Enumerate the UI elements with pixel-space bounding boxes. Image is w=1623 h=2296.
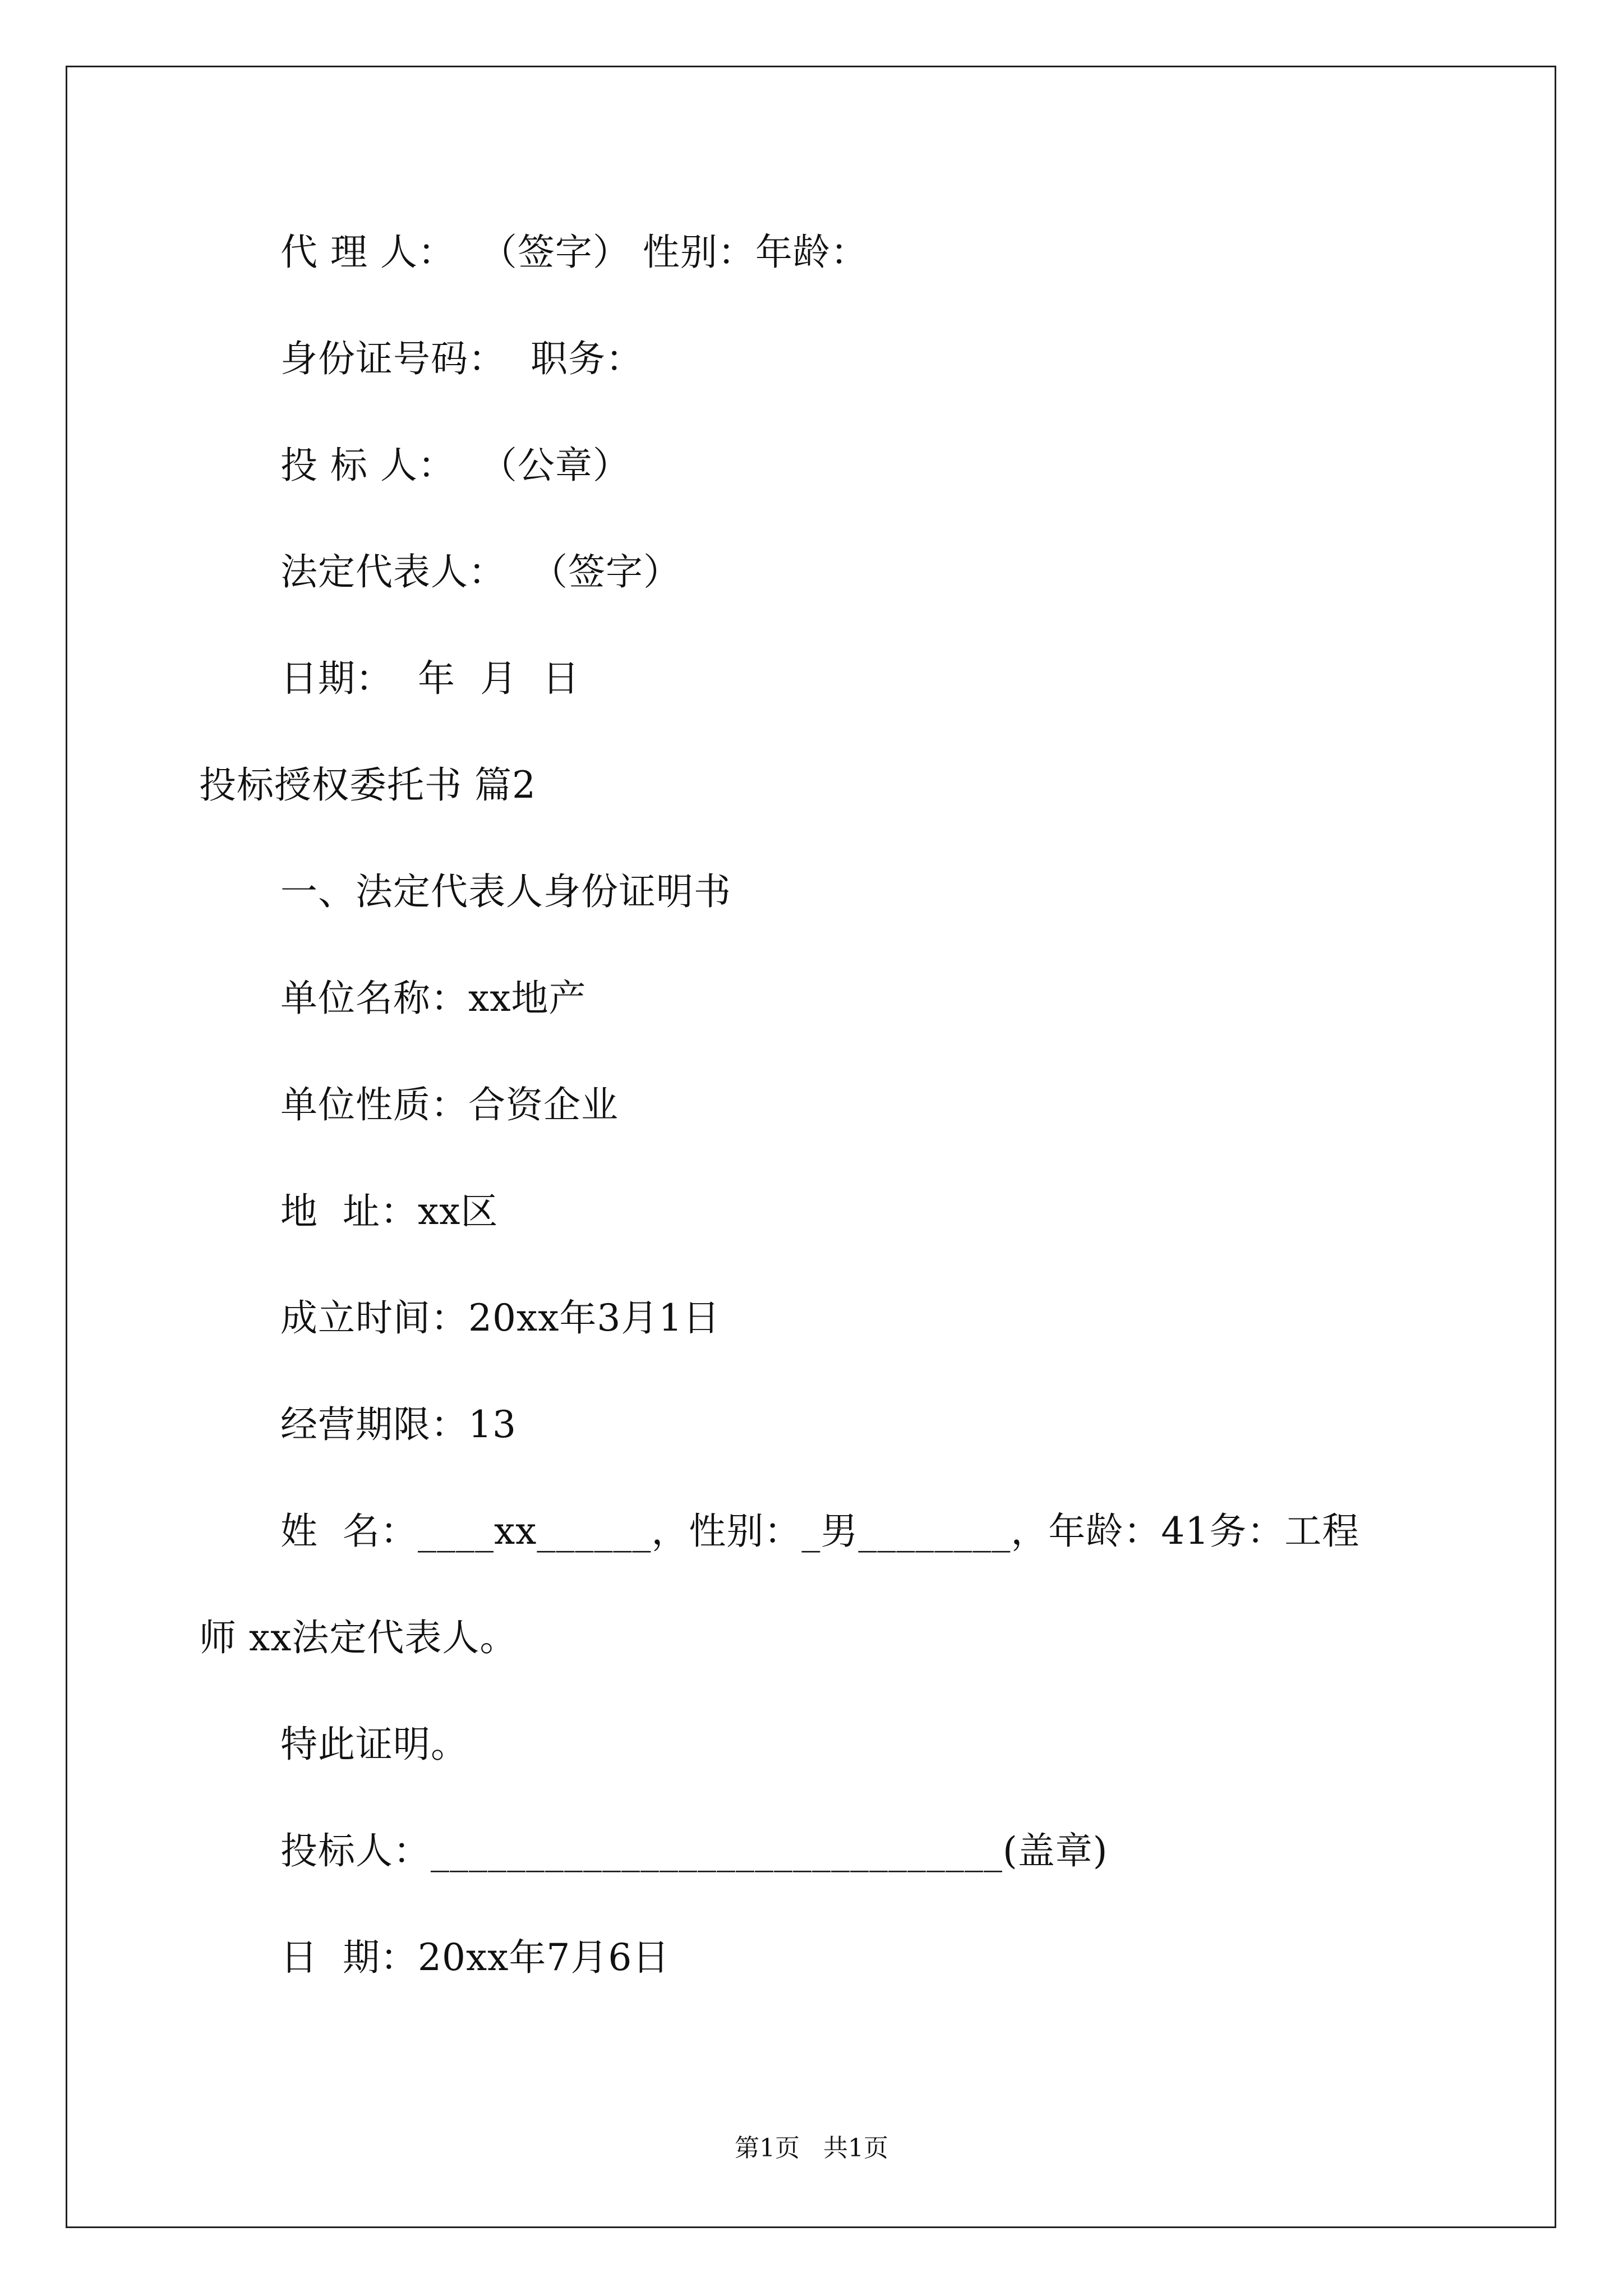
- bidder-line: 投 标 人： （公章）: [280, 444, 630, 487]
- name-gender-age-continued: 师 xx法定代表人。: [199, 1616, 518, 1659]
- section-title: 投标授权委托书 篇2: [199, 763, 536, 807]
- bidder-seal-line: 投标人：______________________________(盖章): [280, 1829, 1108, 1872]
- id-number-line: 身份证号码： 职务：: [280, 337, 643, 380]
- unit-name-line: 单位名称：xx地产: [280, 977, 587, 1020]
- date-line: 日期： 年 月 日: [280, 657, 580, 700]
- subsection-heading: 一、法定代表人身份证明书: [280, 870, 731, 913]
- agent-line: 代 理 人： （签字） 性别：年龄：: [280, 231, 868, 274]
- legal-rep-line: 法定代表人： （签字）: [280, 550, 681, 593]
- page-border: [66, 66, 1556, 2228]
- unit-nature-line: 单位性质：合资企业: [280, 1083, 619, 1126]
- name-gender-age-line: 姓 名：____xx______，性别：_男________，年龄：41务：工程: [280, 1510, 1360, 1553]
- issue-date-line: 日 期：20xx年7月6日: [280, 1936, 670, 1979]
- address-line: 地 址：xx区: [280, 1190, 499, 1233]
- page-footer: 第1页 共1页: [735, 2134, 888, 2162]
- operating-term-line: 经营期限：13: [280, 1403, 517, 1446]
- certification-line: 特此证明。: [280, 1723, 468, 1766]
- founded-date-line: 成立时间：20xx年3月1日: [280, 1296, 721, 1340]
